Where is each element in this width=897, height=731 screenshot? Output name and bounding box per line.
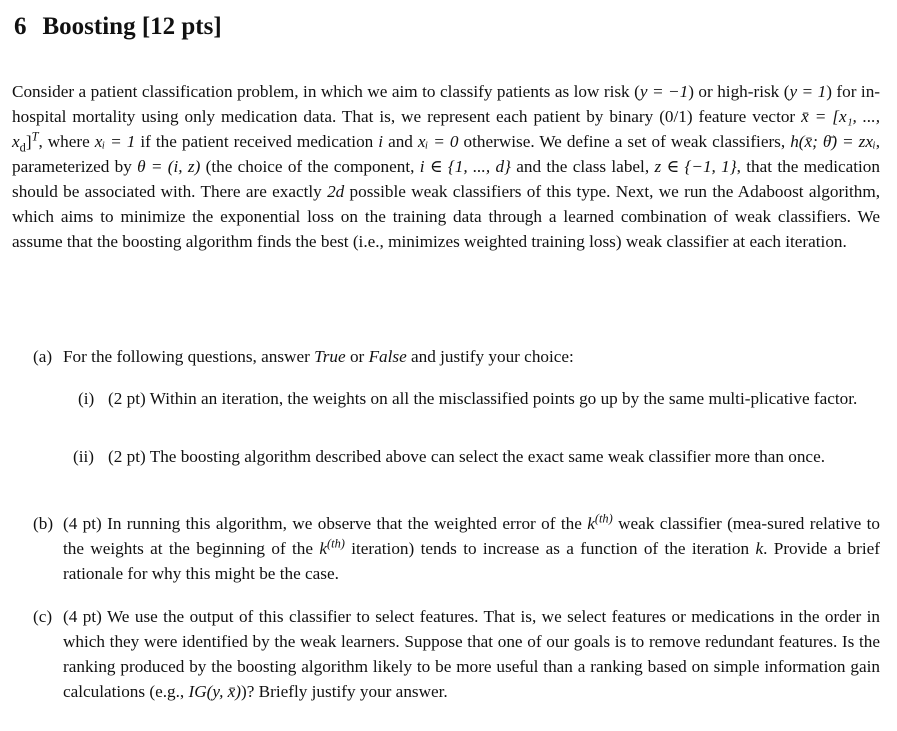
part-a-ii-text: (2 pt) The boosting algorithm described above can select the exact same weak classifier more than once. [108, 447, 825, 466]
intro-text: (the choice of the component, [200, 157, 420, 176]
part-a-ii-label: (ii) [73, 447, 94, 466]
part-a-text: For the following questions, answer [63, 347, 315, 366]
part-b-question [63, 511, 880, 586]
intro-text: , where [38, 132, 95, 151]
section-heading [14, 11, 222, 43]
part-c-label: (c) [33, 607, 53, 626]
math-i-set: i ∈ {1, ..., d} [419, 157, 511, 176]
part-b-label: (b) [33, 514, 54, 533]
part-a-label: (a) [33, 347, 53, 366]
part-b-text: (4 pt) In running this algorithm, we observe that the weighted error of the [63, 514, 588, 533]
intro-text: ) for in-hospital mortality using only medication data. That is, we represent each patient by binary (0/1) feature vector [12, 82, 881, 126]
math-th: (th) [594, 511, 613, 526]
part-a-i-text: (2 pt) Within an iteration, the weights on all the misclassified points go up by the same multi-plicative factor. [108, 389, 858, 408]
intro-paragraph [12, 79, 880, 254]
intro-text: if the patient received medication [135, 132, 379, 151]
intro-text: , that the medication should be associated with. There are exactly [12, 157, 880, 201]
intro-text: Consider a patient classification problem, in which we aim to classify patients as low risk ( [12, 82, 640, 101]
part-b-text: weak classifier (mea-sured relative to the weights at the beginning of the [63, 514, 881, 558]
math-y-high: y = 1 [789, 82, 827, 101]
part-a-question [63, 344, 880, 369]
intro-text: and the class label, [510, 157, 655, 176]
math-theta: θ = (i, z) [137, 157, 201, 176]
part-b-text: . Provide a brief rationale for why this might be the case. [63, 539, 880, 583]
math-xi-zero: xᵢ = 0 [417, 132, 459, 151]
intro-text: otherwise. We define a set of weak classifiers, [458, 132, 791, 151]
part-c-text: )? Briefly justify your answer. [241, 682, 448, 701]
math-k: k [319, 539, 328, 558]
math-i: i [378, 132, 384, 151]
section-title: Boosting [12 pts] [42, 13, 222, 40]
math-xi-one: xᵢ = 1 [94, 132, 136, 151]
part-b-text: iteration) tends to increase as a function of the iteration [344, 539, 756, 558]
intro-text: ) or high-risk ( [688, 82, 790, 101]
math-y-low: y = −1 [639, 82, 689, 101]
math-2d: 2d [327, 182, 345, 201]
math-k: k [587, 514, 595, 533]
math-z-set: z ∈ {−1, 1} [654, 157, 737, 176]
intro-text: possible weak classifiers of this type. Next, we run the Adaboost algorithm, which aims to minimize the exponential loss on the training data through a learned combination of weak classifiers. We assume that the boosting algorithm finds the best (i.e., minimizes weighted training loss) weak classifier at each iteration. [12, 182, 880, 251]
part-a-i-label: (i) [78, 389, 95, 408]
intro-text: , parameterized by [12, 132, 880, 176]
math-subscript-d: d [19, 140, 26, 155]
part-a-text: or [345, 347, 369, 366]
math-th: (th) [327, 536, 345, 551]
false-word: False [368, 347, 407, 366]
part-c-question [63, 604, 880, 704]
section-number: 6 [14, 13, 27, 40]
math-transpose: T [31, 129, 39, 144]
true-word: True [314, 347, 346, 366]
intro-text: and [383, 132, 418, 151]
math-close-bracket: ] [25, 132, 32, 151]
math-k: k [755, 539, 764, 558]
part-a-text: and justify your choice: [406, 347, 574, 366]
part-c-text: (4 pt) We use the output of this classifier to select features. That is, we select features or medications in the order in which they were identified by the weak learners. Suppose that one of our goals is to remove redundant features. Is the ranking produced by the boosting algorithm likely to be more useful than a ranking based on simple information gain calculations (e.g., [63, 607, 880, 701]
math-information-gain: IG(y, x̄) [188, 682, 242, 701]
math-feature-vector: x̄ = [x₁, ..., x [12, 107, 880, 151]
math-weak-classifier: h(x̄; θ̄) = zxᵢ [790, 132, 876, 151]
